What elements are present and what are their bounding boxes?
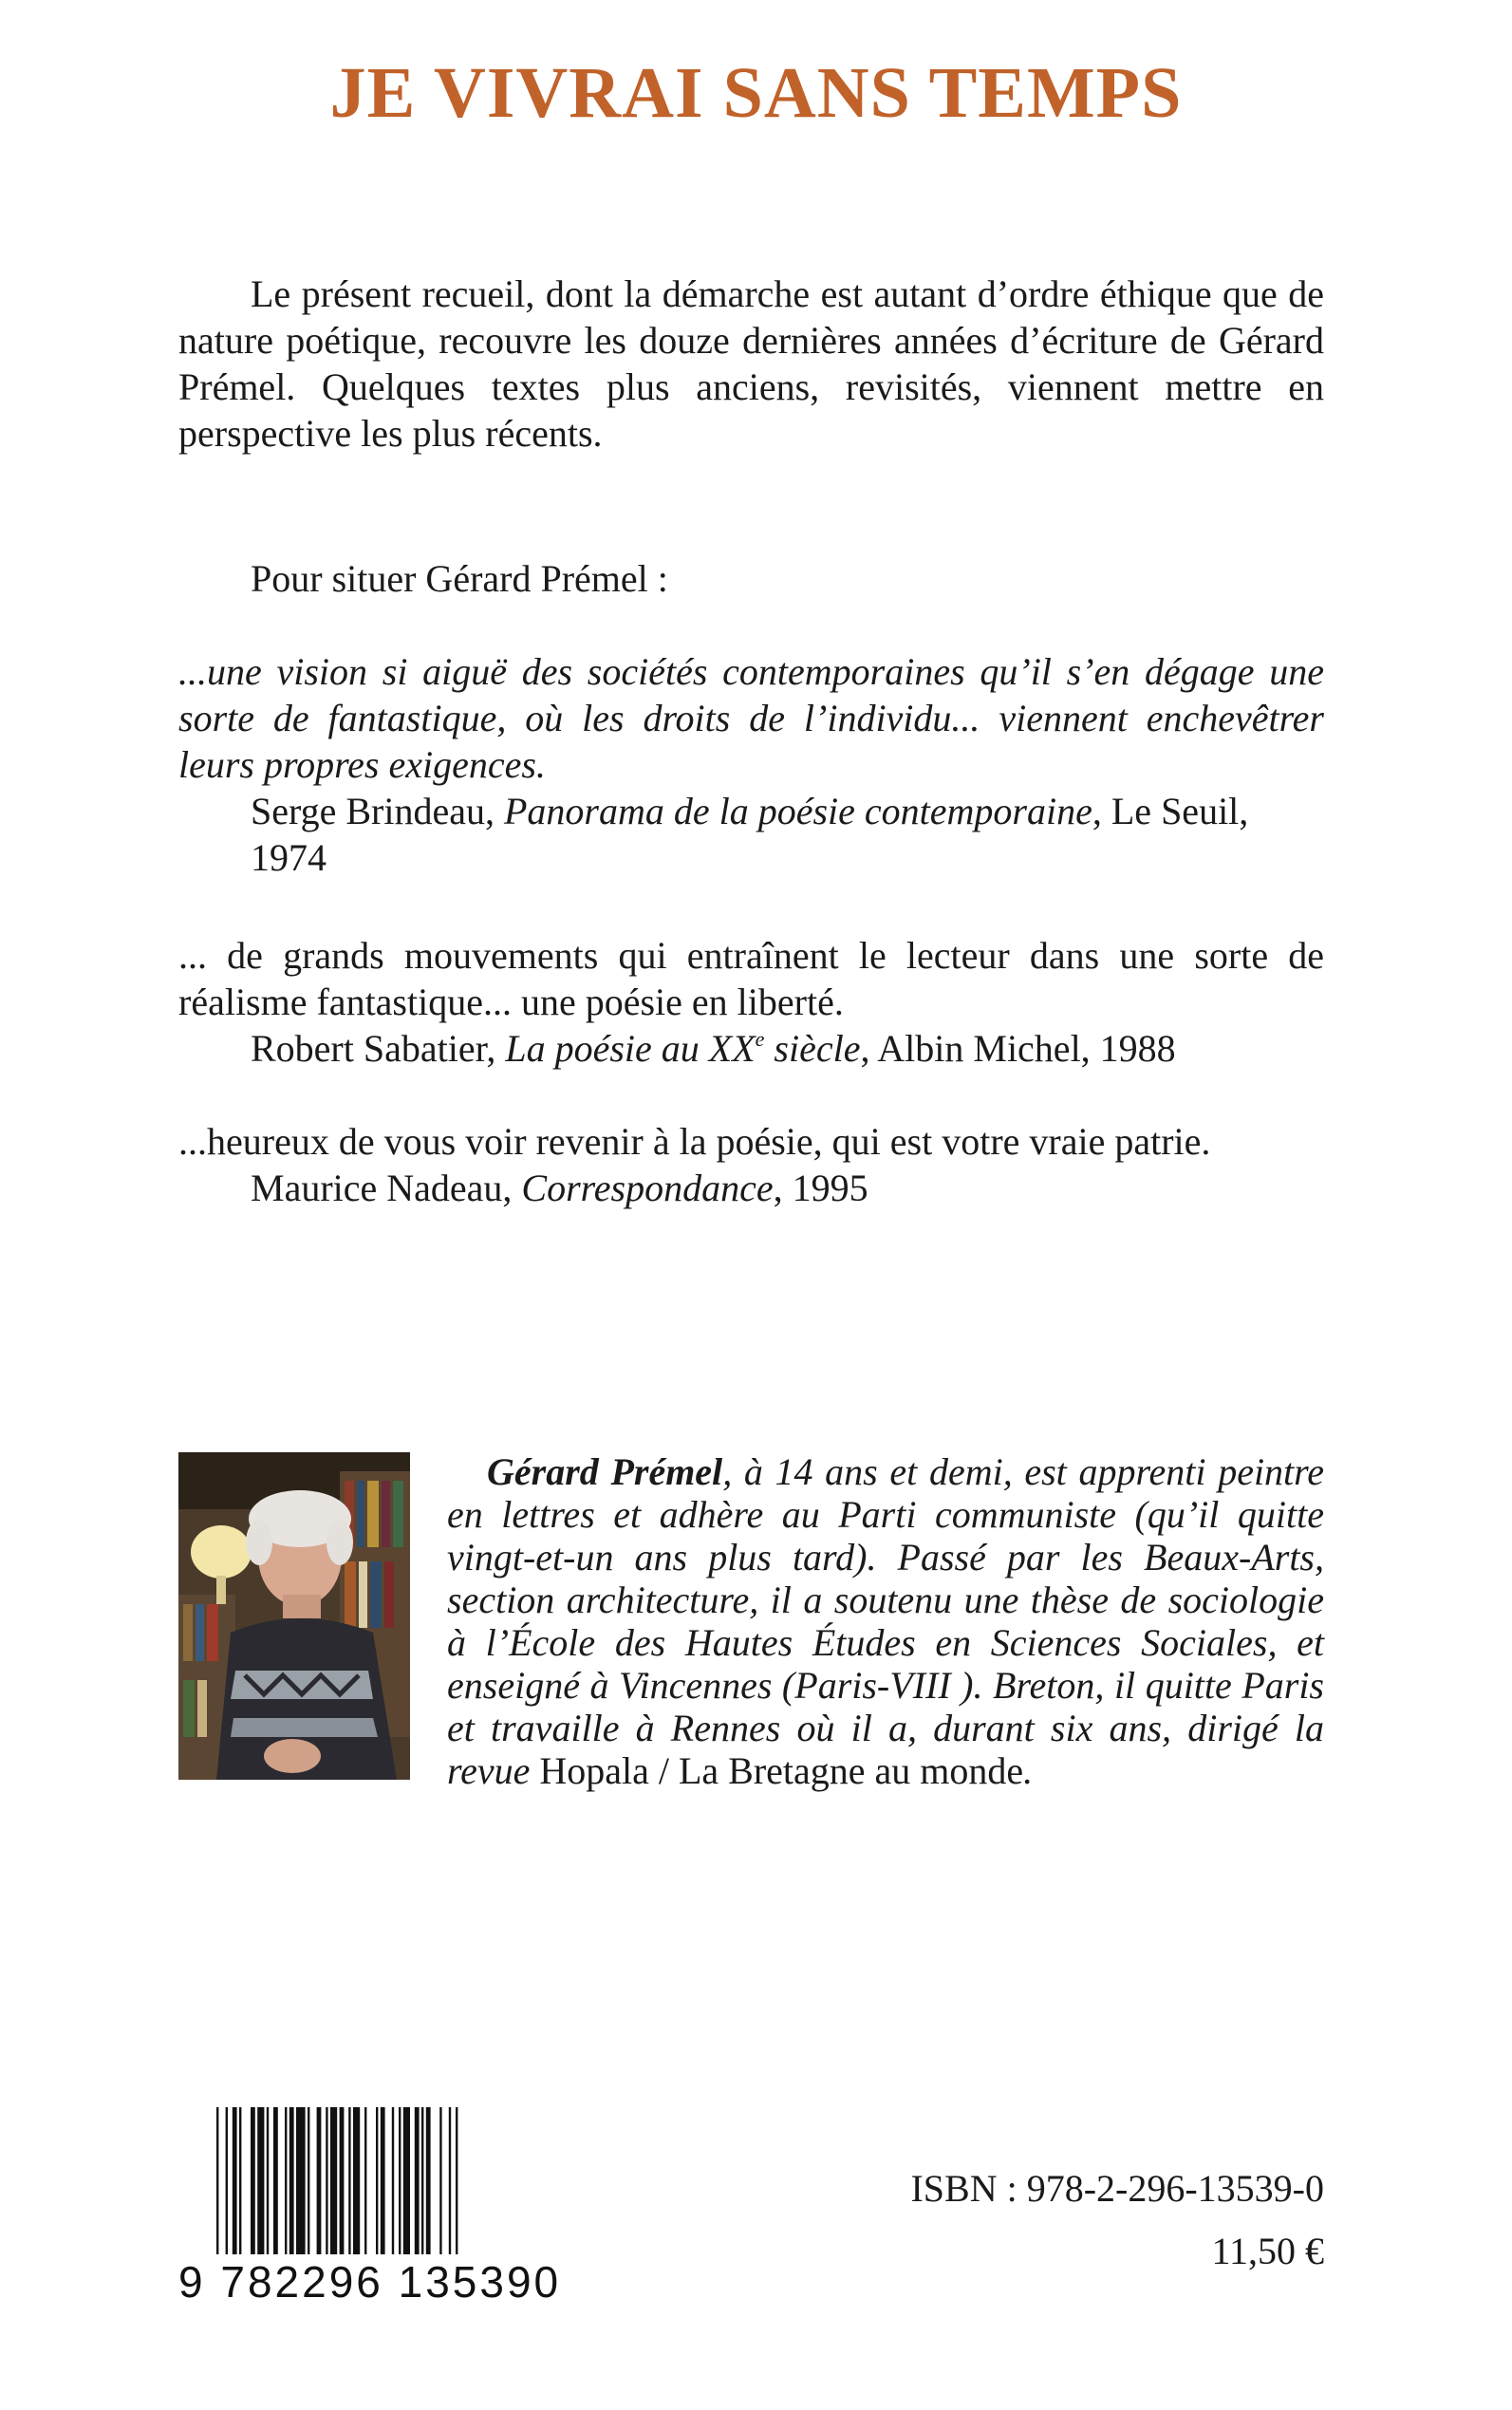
barcode-bar	[267, 2107, 269, 2254]
quote-nadeau	[178, 1118, 1324, 1211]
barcode-bar	[456, 2107, 457, 2254]
quote-text: ...une vision si aiguë des sociétés contemporaines qu’il s’en dégage une sorte de fantastique, où les droits de l’individu... viennent enchevêtrer leurs propres exigences.	[178, 650, 1324, 786]
barcode-bar	[399, 2107, 401, 2254]
barcode-bar	[308, 2107, 309, 2254]
author-photo	[178, 1452, 410, 1780]
barcode-bar	[233, 2107, 237, 2254]
barcode-bar	[330, 2107, 337, 2254]
barcode-bar	[239, 2107, 241, 2254]
barcode-digits: 9 782296 135390	[178, 2257, 562, 2302]
quote-text: ...heureux de vous voir revenir à la poésie, qui est votre vraie patrie.	[178, 1120, 1211, 1163]
review-title: Hopala / La Bretagne au monde	[539, 1749, 1024, 1792]
barcode-bar	[449, 2107, 451, 2254]
isbn: ISBN : 978-2-296-13539-0	[910, 2167, 1324, 2210]
intro-text: Le présent recueil, dont la démarche est autant d’ordre éthique que de nature poétique, recouvre les douze dernières années d’écriture de Gérard Prémel. Quelques textes plus anciens, revisités, viennent mettre en perspective les plus récents.	[178, 272, 1324, 455]
quote-text: ... de grands mouvements qui entraînent le lecteur dans une sorte de réalisme fantastique... une poésie en liberté.	[178, 934, 1324, 1023]
barcode-bar	[364, 2107, 366, 2254]
barcode-bar	[381, 2107, 385, 2254]
author-bio: Gérard Prémel, à 14 ans et demi, est apprenti peintre en lettres et adhère au Parti communiste (qu’il quitte vingt-et-un ans plus tard). Passé par les Beaux-Arts, section architecture, il a soutenu une thèse de sociologie à l’École des Hautes Études en Sciences Sociales, et enseigné à Vincennes (Paris-VIII ). Breton, il quitte Paris et travaille à Rennes où il a, durant six ans, dirigé la revue Hopala / La Bretagne au monde.	[447, 1450, 1325, 1792]
quote-source: Serge Brindeau, Panorama de la poésie contemporaine, Le Seuil, 1974	[251, 790, 1249, 879]
barcode-bar	[340, 2107, 345, 2254]
quote-brindeau	[178, 648, 1324, 881]
barcode-bar	[289, 2107, 294, 2254]
quote-sabatier	[178, 932, 1324, 1072]
barcode-bar	[226, 2107, 228, 2254]
situate-text: Pour situer Gérard Prémel :	[251, 557, 668, 600]
book-title: JE VIVRAI SANS TEMPS	[329, 53, 1183, 133]
barcode-bar	[257, 2107, 264, 2254]
price: 11,50 €	[1211, 2230, 1324, 2272]
barcode-bar	[415, 2107, 420, 2254]
barcode-bar	[251, 2107, 255, 2254]
barcode-bar	[216, 2107, 218, 2254]
barcode-bar	[439, 2107, 441, 2254]
barcode-bar	[317, 2107, 322, 2254]
barcode-bar	[403, 2107, 410, 2254]
barcode-bar	[273, 2107, 278, 2254]
barcode-bar	[421, 2107, 423, 2254]
quote-source: Maurice Nadeau, Correspondance, 1995	[251, 1167, 868, 1209]
barcode-bar	[296, 2107, 306, 2254]
quote-source: Robert Sabatier, La poésie au XXe siècle, Albin Michel, 1988	[251, 1027, 1176, 1070]
situate-line	[178, 555, 1324, 602]
author-name: Gérard Prémel	[487, 1450, 723, 1493]
barcode-bar	[353, 2107, 360, 2254]
barcode-bar	[285, 2107, 287, 2254]
barcode-bar	[426, 2107, 431, 2254]
intro-paragraph	[178, 271, 1324, 457]
barcode-bar	[348, 2107, 350, 2254]
barcode	[178, 2107, 600, 2302]
barcode-bar	[392, 2107, 394, 2254]
barcode-bar	[376, 2107, 378, 2254]
barcode-bar	[326, 2107, 327, 2254]
